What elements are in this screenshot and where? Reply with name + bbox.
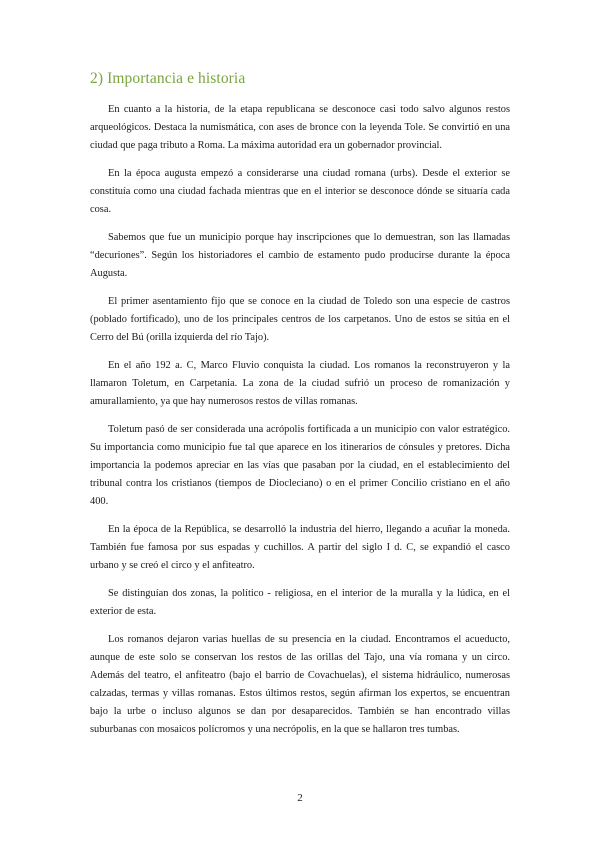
paragraph-6: Toletum pasó de ser considerada una acrópolis fortificada a un municipio con valor estratégico. Su importancia como municipio fue tal que aparece en los itinerarios de cónsules y pretores. Dicha importancia la podemos apreciar en las vías que pasaban por la ciudad, en el establecimiento del tribunal contra los cristianos (tiempos de Diocleciano) o en el primer Concilio cristiano en el año 400.	[90, 424, 510, 507]
paragraph-8: Se distinguían dos zonas, la político - religiosa, en el interior de la muralla y la lúdica, en el exterior de esta.	[90, 588, 510, 617]
section-title: Importancia e historia	[107, 70, 246, 87]
paragraph-1: En cuanto a la historia, de la etapa republicana se desconoce casi todo salvo algunos restos arqueológicos. Destaca la numismática, con ases de bronce con la leyenda Tole. Se convirtió en una ciudad que paga tributo a Roma. La máxima autoridad era un gobernador provincial.	[90, 104, 510, 151]
section-number: 2)	[90, 70, 104, 87]
paragraph-5: En el año 192 a. C, Marco Fluvio conquista la ciudad. Los romanos la reconstruyeron y la llamaron Toletum, en Carpetania. La zona de la ciudad sufrió un proceso de romanización y amurallamiento, ya que hay numerosos restos de villas romanas.	[90, 360, 510, 407]
page-number: 2	[297, 792, 303, 804]
body-text	[90, 101, 510, 749]
paragraph-2: En la época augusta empezó a considerarse una ciudad romana (urbs). Desde el exterior se constituía como una ciudad fachada mientras que en el interior se desconoce dónde se situaría cada cosa.	[90, 168, 510, 215]
paragraph-4: El primer asentamiento fijo que se conoce en la ciudad de Toledo son una especie de castros (poblado fortificado), uno de los principales centros de los carpetanos. Uno de estos se sitúa en el Cerro del Bú (orilla izquierda del río Tajo).	[90, 296, 510, 343]
paragraph-7: En la época de la República, se desarrolló la industria del hierro, llegando a acuñar la moneda. También fue famosa por sus espadas y cuchillos. A partir del siglo I d. C, se expandió el casco urbano y se creó el circo y el anfiteatro.	[90, 524, 510, 571]
paragraph-3: Sabemos que fue un municipio porque hay inscripciones que lo demuestran, son las llamadas “decuriones”. Según los historiadores el cambio de estamento pudo producirse durante la época Augusta.	[90, 232, 510, 279]
section-heading	[90, 70, 245, 88]
paragraph-9: Los romanos dejaron varias huellas de su presencia en la ciudad. Encontramos el acueducto, aunque de este solo se conservan los restos de las orillas del Tajo, una vía romana y un circo. Además del teatro, el anfiteatro (bajo el barrio de Covachuelas), el sistema hidráulico, numerosas calzadas, termas y villas romanas. Estos últimos restos, según afirman los expertos, se encuentran bajo la urbe o incluso algunos se dan por desaparecidos. También se han encontrado villas suburbanas con mosaicos polícromos y una necrópolis, en la que se hallaron tres tumbas.	[90, 634, 510, 735]
